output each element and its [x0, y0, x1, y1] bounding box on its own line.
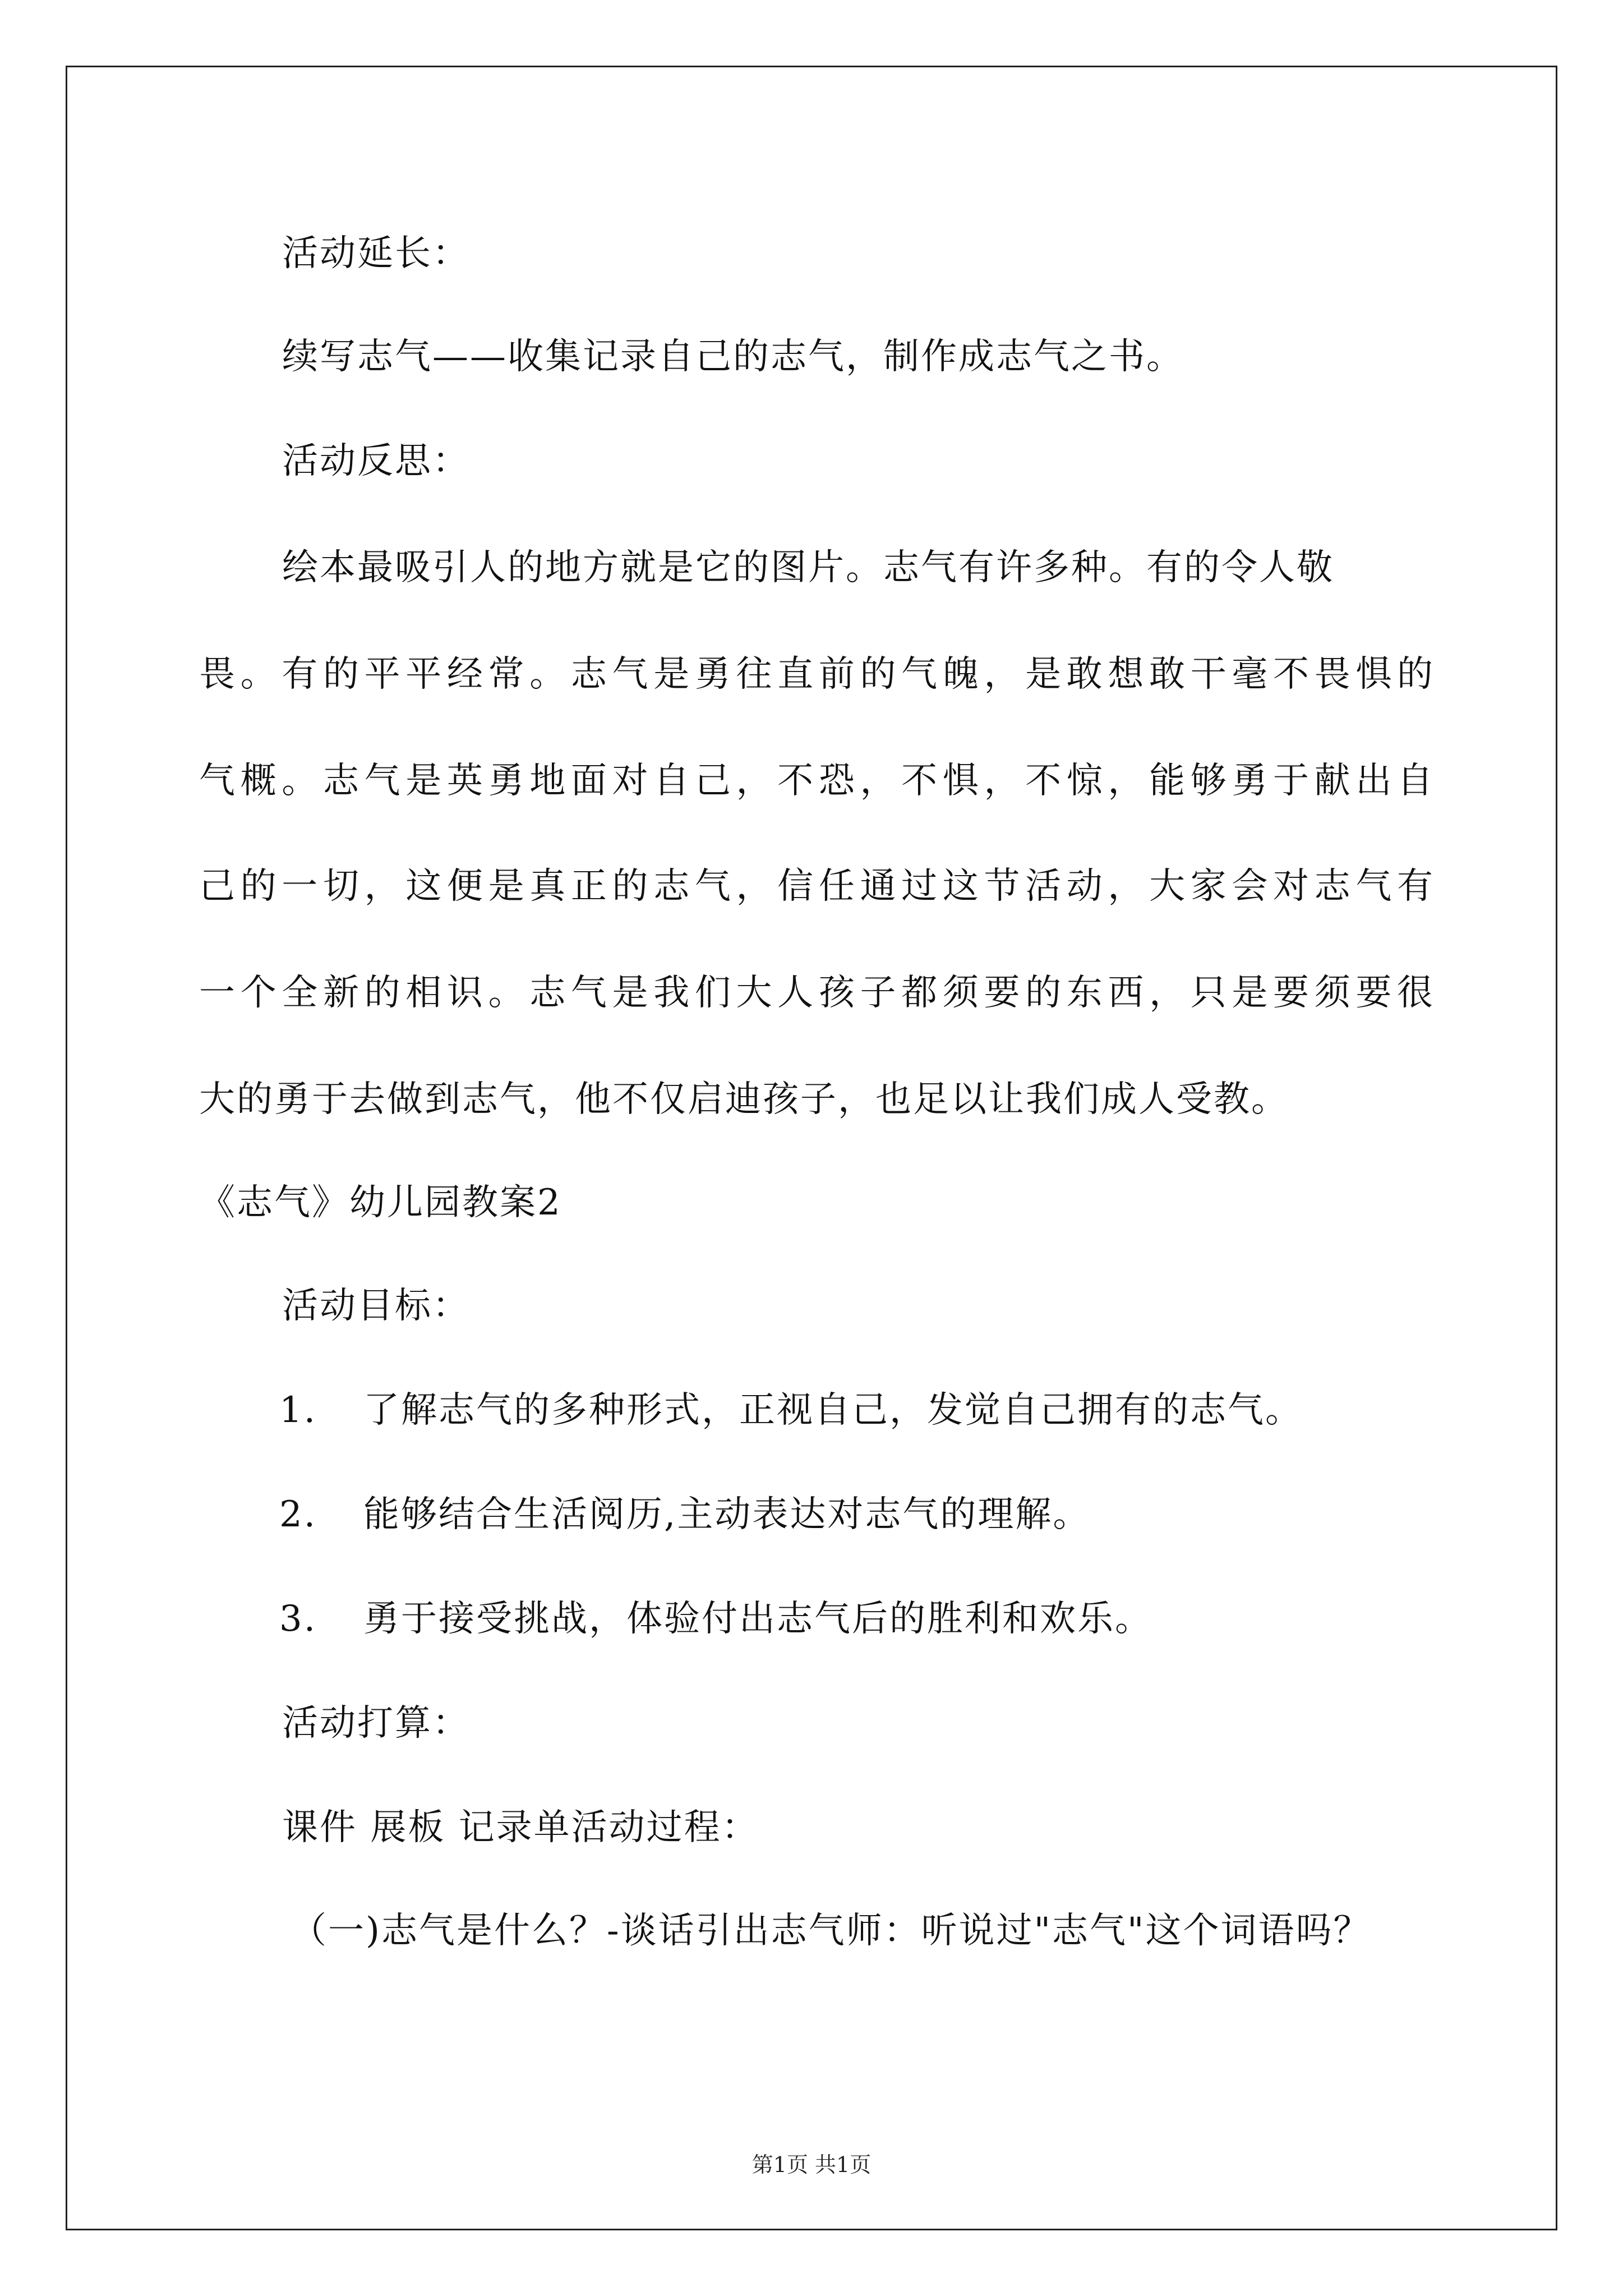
paragraph-line: （一)志气是什么？-谈话引出志气师：听说过"志气"这个词语吗？: [291, 1910, 1371, 1952]
paragraph-line: 续写志气——收集记录自己的志气，制作成志气之书。: [282, 336, 1184, 378]
list-item: [279, 1389, 1303, 1431]
page-footer: 第1页 共1页: [751, 2152, 872, 2177]
section-heading-goals: 活动目标：: [282, 1285, 470, 1327]
list-item: [279, 1494, 1091, 1535]
paragraph-line: 己的一切，这便是真正的志气，信任通过这节活动，大家会对志气有: [199, 866, 1433, 907]
list-text: 勇于接受挑战，体验付出志气后的胜利和欢乐。: [363, 1598, 1152, 1640]
paragraph-line: 课件 展板 记录单活动过程：: [282, 1807, 759, 1848]
list-text: 能够结合生活阅历,主动表达对志气的理解。: [363, 1494, 1091, 1535]
list-number: 2.: [279, 1494, 317, 1535]
paragraph-line: 气概。志气是英勇地面对自己，不恐，不惧，不惊，能够勇于献出自: [199, 760, 1433, 802]
document-title: 《志气》幼儿园教案2: [199, 1182, 562, 1223]
list-item: [279, 1598, 1152, 1640]
list-text: 了解志气的多种形式，正视自己，发觉自己拥有的志气。: [363, 1389, 1303, 1431]
list-number: 3.: [279, 1598, 317, 1640]
paragraph-line: 一个全新的相识。志气是我们大人孩子都须要的东西，只是要须要很: [199, 972, 1433, 1014]
section-heading-reflection: 活动反思：: [282, 440, 470, 482]
page-border: [66, 66, 1557, 2230]
paragraph-line: 大的勇于去做到志气，他不仅启迪孩子，也足以让我们成人受教。: [199, 1079, 1289, 1120]
section-heading-extension: 活动延长：: [282, 233, 470, 274]
paragraph-line: 畏。有的平平经常。志气是勇往直前的气魄，是敢想敢干毫不畏惧的: [199, 654, 1433, 695]
list-number: 1.: [279, 1389, 317, 1431]
section-heading-preparation: 活动打算：: [282, 1703, 470, 1744]
paragraph-line: 绘本最吸引人的地方就是它的图片。志气有许多种。有的令人敬: [282, 547, 1334, 588]
